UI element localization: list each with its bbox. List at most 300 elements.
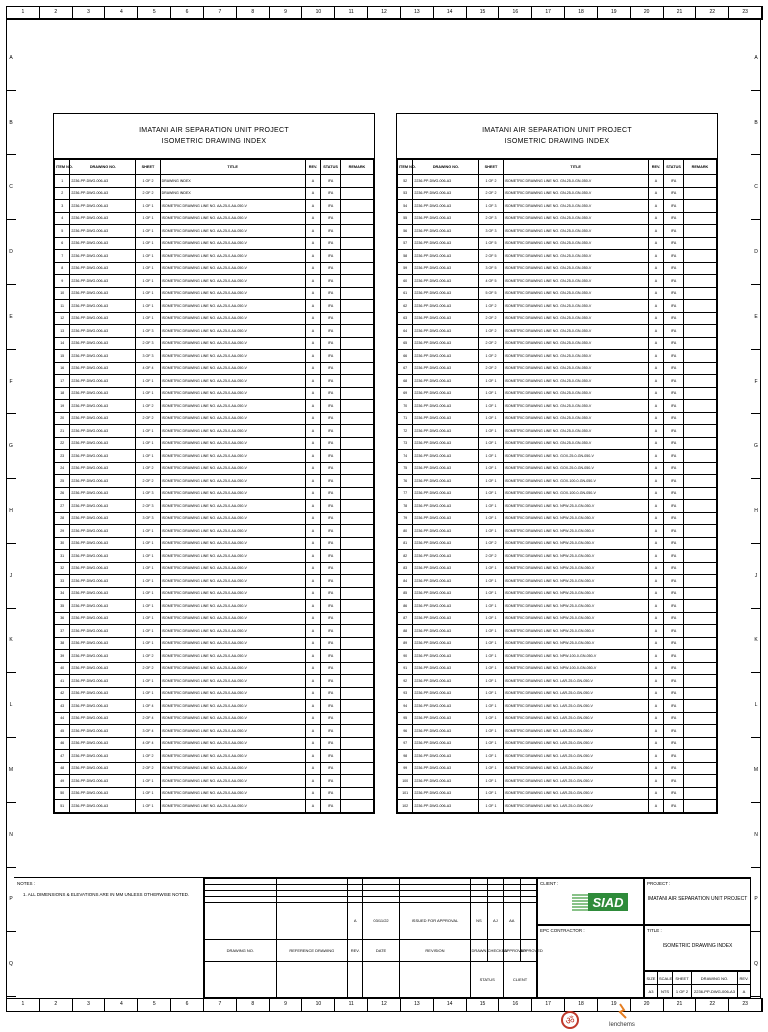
drawing-index-table: [397, 159, 717, 813]
table-cell: 1: [55, 175, 70, 188]
column-header: REMARK: [340, 160, 373, 175]
table-cell: [340, 787, 373, 800]
table-cell: 2236-PP-DWG-006-A3: [70, 275, 136, 288]
table-row: [398, 425, 717, 438]
table-cell: A: [648, 462, 663, 475]
table-cell: 57: [398, 237, 413, 250]
rev-header: REV.: [348, 939, 363, 961]
table-cell: ISOMETRIC DRAWING LINE NO. GN-25-0-GN-050-V: [503, 337, 648, 350]
table-cell: 4 OF 4: [136, 362, 160, 375]
table-cell: 2 OF 2: [479, 187, 503, 200]
table-cell: IFA: [664, 550, 684, 563]
table-cell: A: [305, 312, 320, 325]
table-cell: A: [305, 562, 320, 575]
table-cell: 2236-PP-DWG-006-A3: [413, 725, 479, 738]
table-cell: [340, 800, 373, 813]
table-cell: 2236-PP-DWG-006-A3: [70, 487, 136, 500]
index-title: [54, 114, 374, 159]
table-cell: 2 OF 2: [136, 412, 160, 425]
table-cell: 1 OF 1: [479, 762, 503, 775]
table-cell: A: [305, 337, 320, 350]
rev-header: APPROVED: [504, 939, 520, 961]
table-cell: 1 OF 1: [136, 775, 160, 788]
table-cell: 43: [55, 700, 70, 713]
table-cell: IFA: [664, 725, 684, 738]
table-cell: 4 OF 4: [136, 737, 160, 750]
table-cell: 2 OF 4: [136, 712, 160, 725]
table-cell: 1 OF 1: [479, 737, 503, 750]
table-cell: 2236-PP-DWG-006-A3: [70, 725, 136, 738]
table-cell: [683, 200, 716, 213]
table-row: [55, 587, 374, 600]
dwg-value: 2236-PP-DWG-006-A3: [692, 985, 738, 998]
table-cell: [683, 412, 716, 425]
table-row: [55, 412, 374, 425]
table-cell: 2236-PP-DWG-006-A3: [70, 450, 136, 463]
table-cell: 1 OF 1: [479, 387, 503, 400]
table-cell: 79: [398, 512, 413, 525]
contractor-logo: [558, 1002, 648, 1032]
table-cell: IFA: [664, 325, 684, 338]
table-cell: A: [648, 562, 663, 575]
table-cell: IFA: [321, 662, 341, 675]
column-header: ITEM NO.: [55, 160, 70, 175]
table-cell: IFA: [321, 687, 341, 700]
table-cell: ISOMETRIC DRAWING LINE NO. AA-25-0-AA-050-V: [160, 212, 305, 225]
table-cell: 1 OF 2: [479, 350, 503, 363]
table-row: [398, 237, 717, 250]
table-row: [55, 637, 374, 650]
table-cell: 72: [398, 425, 413, 438]
table-cell: ISOMETRIC DRAWING LINE NO. GN-25-0-GN-050-V: [503, 362, 648, 375]
column-marker: 19: [598, 7, 631, 19]
table-cell: 50: [55, 787, 70, 800]
table-cell: [340, 612, 373, 625]
table-cell: A: [648, 687, 663, 700]
table-cell: 1 OF 1: [136, 300, 160, 313]
table-cell: ISOMETRIC DRAWING LINE NO. AA-25-0-AA-050-V: [160, 437, 305, 450]
table-cell: [340, 700, 373, 713]
table-cell: 2236-PP-DWG-006-A3: [413, 550, 479, 563]
table-cell: ISOMETRIC DRAWING LINE NO. AA-25-0-AA-050-V: [160, 487, 305, 500]
table-cell: ISOMETRIC DRAWING LINE NO. AA-25-0-AA-050-V: [160, 750, 305, 763]
table-cell: 2236-PP-DWG-006-A3: [413, 225, 479, 238]
table-cell: IFA: [321, 525, 341, 538]
table-row: [398, 350, 717, 363]
table-cell: IFA: [664, 575, 684, 588]
table-cell: 2236-PP-DWG-006-A3: [413, 450, 479, 463]
sheet-value: 1 OF 2: [673, 985, 692, 998]
rev-entry-date: 03/11/22: [363, 903, 399, 939]
rev-header: DRAWING NO.: [205, 939, 277, 961]
table-cell: A: [648, 312, 663, 325]
table-cell: [340, 250, 373, 263]
column-marker: 21: [664, 7, 697, 19]
table-cell: 61: [398, 287, 413, 300]
table-row: [398, 225, 717, 238]
table-cell: ISOMETRIC DRAWING LINE NO. NPW-25-0-GN-050-V: [503, 600, 648, 613]
table-cell: 1 OF 1: [479, 587, 503, 600]
table-cell: A: [648, 237, 663, 250]
table-cell: A: [305, 675, 320, 688]
table-cell: IFA: [321, 225, 341, 238]
column-marker: 20: [631, 999, 664, 1011]
table-cell: 2236-PP-DWG-006-A3: [70, 300, 136, 313]
column-header: TITLE: [160, 160, 305, 175]
column-ruler-bottom: [6, 998, 763, 1012]
row-marker: F: [751, 350, 761, 415]
table-cell: IFA: [321, 625, 341, 638]
table-cell: A: [648, 625, 663, 638]
table-cell: A: [648, 650, 663, 663]
table-cell: [340, 287, 373, 300]
table-cell: A: [305, 600, 320, 613]
table-cell: 2236-PP-DWG-006-A3: [70, 225, 136, 238]
row-marker: M: [751, 738, 761, 803]
table-cell: IFA: [664, 737, 684, 750]
table-row: [55, 175, 374, 188]
table-cell: 2236-PP-DWG-006-A3: [70, 762, 136, 775]
table-cell: [340, 375, 373, 388]
column-header: REV.: [305, 160, 320, 175]
table-cell: 1 OF 1: [136, 250, 160, 263]
table-cell: 2236-PP-DWG-006-A3: [70, 637, 136, 650]
table-cell: 1 OF 2: [479, 175, 503, 188]
table-cell: 76: [398, 475, 413, 488]
table-cell: 1 OF 2: [479, 300, 503, 313]
table-cell: ISOMETRIC DRAWING LINE NO. AA-25-0-AA-050-V: [160, 550, 305, 563]
table-row: [55, 387, 374, 400]
table-cell: A: [305, 275, 320, 288]
table-cell: ISOMETRIC DRAWING LINE NO. LAR-25-0-GN-050-V: [503, 762, 648, 775]
row-marker: M: [6, 738, 16, 803]
rev-header: APPROVED: [520, 939, 536, 961]
table-cell: IFA: [321, 787, 341, 800]
table-cell: 2 OF 2: [136, 662, 160, 675]
table-row: [398, 562, 717, 575]
table-cell: IFA: [664, 700, 684, 713]
table-cell: ISOMETRIC DRAWING LINE NO. AA-25-0-AA-050-V: [160, 287, 305, 300]
table-cell: IFA: [321, 287, 341, 300]
table-cell: ISOMETRIC DRAWING LINE NO. AA-25-0-AA-050-V: [160, 200, 305, 213]
table-cell: ISOMETRIC DRAWING LINE NO. GN-25-0-GN-050-V: [503, 237, 648, 250]
row-ruler-right: [751, 26, 761, 997]
row-marker: B: [751, 91, 761, 156]
table-cell: IFA: [321, 237, 341, 250]
table-cell: 2236-PP-DWG-006-A3: [413, 612, 479, 625]
table-row: [55, 275, 374, 288]
table-cell: IFA: [321, 275, 341, 288]
table-cell: 1 OF 3: [479, 200, 503, 213]
table-cell: A: [305, 200, 320, 213]
table-cell: IFA: [664, 462, 684, 475]
table-row: [398, 187, 717, 200]
table-cell: 23: [55, 450, 70, 463]
table-cell: 1 OF 1: [136, 375, 160, 388]
table-cell: 2 OF 2: [479, 337, 503, 350]
table-cell: IFA: [664, 250, 684, 263]
table-row: [398, 212, 717, 225]
table-cell: ISOMETRIC DRAWING LINE NO. AA-25-0-AA-050-V: [160, 650, 305, 663]
column-marker: 3: [73, 999, 106, 1011]
table-cell: 2 OF 5: [479, 250, 503, 263]
table-cell: [340, 662, 373, 675]
column-marker: 14: [434, 7, 467, 19]
table-cell: 2236-PP-DWG-006-A3: [70, 475, 136, 488]
table-cell: 37: [55, 625, 70, 638]
column-marker: 17: [532, 999, 565, 1011]
table-cell: ISOMETRIC DRAWING LINE NO. LAR-25-0-GN-050-V: [503, 725, 648, 738]
table-cell: 26: [55, 487, 70, 500]
rev-label: REV.: [738, 972, 751, 985]
table-row: [398, 737, 717, 750]
table-cell: 58: [398, 250, 413, 263]
row-marker: B: [6, 91, 16, 156]
column-marker: 11: [335, 999, 368, 1011]
table-cell: 1 OF 1: [136, 387, 160, 400]
table-cell: 18: [55, 387, 70, 400]
table-cell: IFA: [664, 612, 684, 625]
table-cell: 2236-PP-DWG-006-A3: [413, 325, 479, 338]
table-cell: 38: [55, 637, 70, 650]
row-marker: D: [751, 220, 761, 285]
table-cell: IFA: [321, 425, 341, 438]
table-cell: IFA: [321, 300, 341, 313]
table-cell: IFA: [664, 212, 684, 225]
column-header: SHEET: [479, 160, 503, 175]
table-cell: 98: [398, 750, 413, 763]
project-name: IMATANI AIR SEPARATION UNIT PROJECT: [647, 896, 748, 902]
table-cell: A: [305, 175, 320, 188]
table-cell: IFA: [664, 800, 684, 813]
row-marker: E: [751, 285, 761, 350]
table-cell: ISOMETRIC DRAWING LINE NO. LAR-25-0-GN-050-V: [503, 675, 648, 688]
table-cell: IFA: [664, 362, 684, 375]
table-cell: 1 OF 1: [479, 637, 503, 650]
column-marker: 13: [401, 7, 434, 19]
table-cell: 2236-PP-DWG-006-A3: [70, 800, 136, 813]
table-row: [55, 475, 374, 488]
table-row: [55, 612, 374, 625]
table-cell: [683, 312, 716, 325]
table-cell: 39: [55, 650, 70, 663]
table-cell: 84: [398, 575, 413, 588]
table-row: [398, 750, 717, 763]
table-cell: ISOMETRIC DRAWING LINE NO. LAR-25-0-GN-050-V: [503, 775, 648, 788]
table-row: [55, 375, 374, 388]
column-marker: 8: [237, 7, 270, 19]
table-cell: IFA: [664, 512, 684, 525]
table-cell: [340, 212, 373, 225]
table-cell: IFA: [664, 650, 684, 663]
notes-box: [14, 878, 204, 998]
table-cell: A: [648, 300, 663, 313]
table-cell: 78: [398, 500, 413, 513]
table-cell: 1 OF 1: [479, 412, 503, 425]
column-header: DRAWING NO.: [70, 160, 136, 175]
table-row: [398, 475, 717, 488]
table-cell: [340, 762, 373, 775]
row-marker: H: [751, 479, 761, 544]
table-cell: 102: [398, 800, 413, 813]
rev-header: REVISION: [399, 939, 471, 961]
table-cell: 2 OF 2: [479, 362, 503, 375]
rev-entry-rev: A: [348, 903, 363, 939]
table-row: [55, 200, 374, 213]
rev-header: CHECKED: [487, 939, 503, 961]
table-cell: ISOMETRIC DRAWING LINE NO. AA-25-0-AA-050-V: [160, 662, 305, 675]
title-label: TITLE :: [647, 928, 662, 933]
table-cell: ISOMETRIC DRAWING LINE NO. AA-25-0-AA-050-V: [160, 612, 305, 625]
table-cell: [340, 187, 373, 200]
table-cell: 2236-PP-DWG-006-A3: [70, 187, 136, 200]
table-cell: ISOMETRIC DRAWING LINE NO. AA-25-0-AA-050-V: [160, 600, 305, 613]
row-marker: L: [6, 673, 16, 738]
table-cell: A: [648, 287, 663, 300]
table-cell: A: [648, 200, 663, 213]
notes-label: NOTES :: [17, 881, 36, 886]
table-cell: 1 OF 1: [479, 775, 503, 788]
table-cell: [340, 775, 373, 788]
table-cell: IFA: [664, 375, 684, 388]
client-box: [537, 878, 644, 925]
table-cell: 44: [55, 712, 70, 725]
column-header: STATUS: [664, 160, 684, 175]
table-cell: IFA: [664, 625, 684, 638]
table-row: [55, 425, 374, 438]
table-cell: A: [305, 525, 320, 538]
table-cell: ISOMETRIC DRAWING LINE NO. NPW-25-0-GN-050-V: [503, 562, 648, 575]
table-cell: 6: [55, 237, 70, 250]
table-row: [55, 600, 374, 613]
table-row: [398, 762, 717, 775]
table-cell: 1 OF 1: [136, 312, 160, 325]
table-cell: 1 OF 1: [479, 425, 503, 438]
table-cell: IFA: [321, 362, 341, 375]
table-cell: IFA: [664, 500, 684, 513]
table-cell: A: [305, 750, 320, 763]
table-cell: A: [305, 787, 320, 800]
table-cell: ISOMETRIC DRAWING LINE NO. AA-25-0-AA-050-V: [160, 400, 305, 413]
table-cell: 2236-PP-DWG-006-A3: [413, 537, 479, 550]
row-marker: Q: [751, 932, 761, 997]
table-cell: 1 OF 1: [136, 625, 160, 638]
table-cell: 2236-PP-DWG-006-A3: [413, 262, 479, 275]
column-header: ITEM NO.: [398, 160, 413, 175]
column-marker: 4: [105, 999, 138, 1011]
table-cell: 2236-PP-DWG-006-A3: [70, 787, 136, 800]
table-cell: 99: [398, 762, 413, 775]
table-row: [55, 300, 374, 313]
row-marker: H: [6, 479, 16, 544]
table-cell: IFA: [321, 187, 341, 200]
table-cell: [340, 650, 373, 663]
table-row: [55, 650, 374, 663]
table-cell: A: [648, 725, 663, 738]
table-cell: 32: [55, 562, 70, 575]
table-row: [55, 462, 374, 475]
table-row: [55, 662, 374, 675]
table-cell: ISOMETRIC DRAWING LINE NO. AA-25-0-AA-050-V: [160, 225, 305, 238]
table-cell: 67: [398, 362, 413, 375]
column-marker: 5: [138, 7, 171, 19]
table-cell: [683, 687, 716, 700]
table-cell: 1 OF 1: [479, 562, 503, 575]
table-cell: 2236-PP-DWG-006-A3: [413, 350, 479, 363]
table-cell: IFA: [321, 537, 341, 550]
table-cell: IFA: [321, 712, 341, 725]
table-cell: IFA: [321, 737, 341, 750]
table-cell: 59: [398, 262, 413, 275]
table-cell: [340, 237, 373, 250]
table-cell: [683, 637, 716, 650]
table-row: [55, 687, 374, 700]
table-row: [55, 400, 374, 413]
table-cell: 1 OF 1: [136, 800, 160, 813]
table-row: [398, 800, 717, 813]
table-cell: 1 OF 1: [479, 675, 503, 688]
table-cell: ISOMETRIC DRAWING LINE NO. GN-25-0-GN-050-V: [503, 375, 648, 388]
table-cell: A: [648, 675, 663, 688]
table-cell: ISOMETRIC DRAWING LINE NO. GN-25-0-GN-050-V: [503, 425, 648, 438]
table-cell: 27: [55, 500, 70, 513]
table-cell: IFA: [664, 425, 684, 438]
table-cell: 2 OF 2: [136, 187, 160, 200]
table-cell: 36: [55, 612, 70, 625]
table-cell: 2 OF 3: [136, 337, 160, 350]
scale-value: NTS: [658, 985, 673, 998]
table-row: [55, 487, 374, 500]
table-cell: A: [305, 262, 320, 275]
table-cell: 2236-PP-DWG-006-A3: [413, 275, 479, 288]
table-cell: ISOMETRIC DRAWING LINE NO. AA-25-0-AA-050-V: [160, 700, 305, 713]
table-cell: A: [305, 237, 320, 250]
index-table-right: [396, 113, 718, 814]
table-cell: [683, 487, 716, 500]
table-cell: IFA: [321, 412, 341, 425]
table-cell: 1 OF 1: [479, 662, 503, 675]
table-row: [398, 537, 717, 550]
table-cell: 2236-PP-DWG-006-A3: [413, 775, 479, 788]
table-row: [398, 462, 717, 475]
table-cell: 1 OF 1: [479, 375, 503, 388]
column-marker: 5: [138, 999, 171, 1011]
revision-block: [204, 878, 543, 998]
table-cell: [340, 712, 373, 725]
table-cell: 8: [55, 262, 70, 275]
table-cell: 1 OF 1: [136, 675, 160, 688]
table-cell: IFA: [664, 525, 684, 538]
table-cell: 73: [398, 437, 413, 450]
row-ruler-left: [6, 26, 16, 997]
table-cell: 2236-PP-DWG-006-A3: [70, 750, 136, 763]
table-cell: A: [305, 225, 320, 238]
column-marker: 12: [368, 7, 401, 19]
table-cell: ISOMETRIC DRAWING LINE NO. AA-25-0-AA-050-V: [160, 450, 305, 463]
table-row: [55, 712, 374, 725]
table-cell: ISOMETRIC DRAWING LINE NO. NPW-25-0-GN-050-V: [503, 625, 648, 638]
table-cell: [340, 362, 373, 375]
table-cell: A: [305, 662, 320, 675]
table-cell: ISOMETRIC DRAWING LINE NO. AA-25-0-AA-050-V: [160, 237, 305, 250]
title-name: ISOMETRIC DRAWING INDEX: [662, 943, 733, 949]
table-row: [398, 375, 717, 388]
table-cell: [340, 412, 373, 425]
table-cell: 15: [55, 350, 70, 363]
table-cell: ISOMETRIC DRAWING LINE NO. AA-25-0-AA-050-V: [160, 425, 305, 438]
table-cell: [683, 700, 716, 713]
table-cell: 2236-PP-DWG-006-A3: [70, 562, 136, 575]
